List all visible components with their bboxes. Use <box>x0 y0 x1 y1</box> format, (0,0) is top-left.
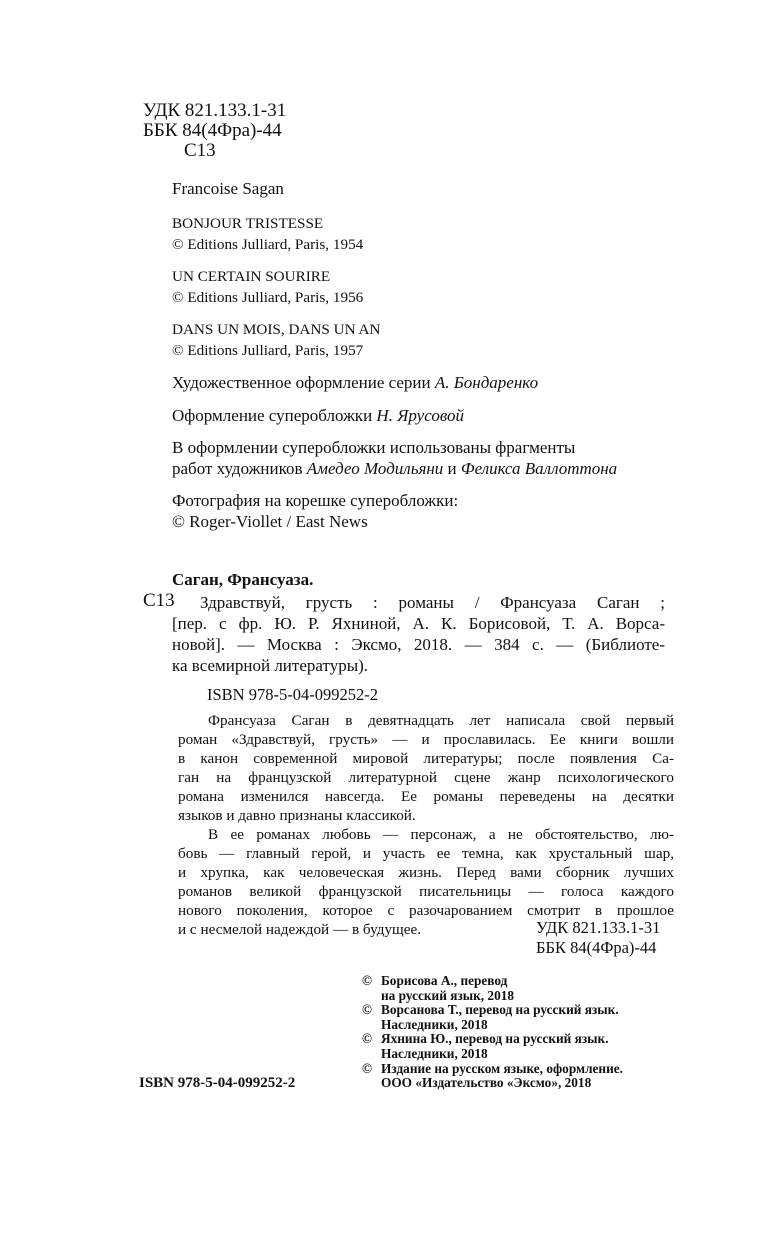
jacket-design-credit <box>172 405 464 426</box>
copyright-symbol: © <box>362 1002 372 1018</box>
copyright-symbol: © <box>362 1060 372 1076</box>
annotation-line: ган на французской литературной сцене жанр психологического <box>178 769 674 786</box>
copyright-line-2: Наследники, 2018 <box>381 1016 488 1032</box>
work-copyright: © Editions Julliard, Paris, 1956 <box>172 289 364 306</box>
annotation-udk: УДК 821.133.1-31 <box>536 918 661 937</box>
jacket-design-name: Н. Ярусовой <box>376 406 464 425</box>
footer-isbn: ISBN 978-5-04-099252-2 <box>139 1075 296 1091</box>
annotation-line: романов великой французской писательницы — голоса каждого <box>178 883 674 900</box>
annotation-bbk: ББК 84(4Фра)-44 <box>536 938 657 957</box>
copyright-entry <box>362 1032 623 1061</box>
copyright-symbol: © <box>362 973 372 988</box>
copyright-line-2: ООО «Издательство «Эксмо», 2018 <box>381 1075 592 1091</box>
classification-block <box>143 101 286 161</box>
bbk-code: ББК 84(4Фра)-44 <box>143 120 282 141</box>
series-design-label: Художественное оформление серии <box>172 373 435 392</box>
annotation-line: нового поколения, которое с разочарованием смотрит в прошлое <box>178 902 674 919</box>
catalog-isbn: ISBN 978-5-04-099252-2 <box>207 685 378 704</box>
work-title: BONJOUR TRISTESSE <box>172 215 324 232</box>
annotation-line: и с несмелой надеждой — в будущее. <box>178 921 422 938</box>
annotation-line: бовь — главный герой, и участь ее темна, как хрустальный шар, <box>178 845 674 862</box>
original-work-3 <box>172 320 380 360</box>
photo-credit-line-2: © Roger-Viollet / East News <box>172 512 368 531</box>
author-sign: С13 <box>184 140 216 161</box>
catalog-heading: Саган, Франсуаза. <box>172 570 314 589</box>
udk-code: УДК 821.133.1-31 <box>143 100 287 121</box>
copyright-line-1: Ворсанова Т., перевод на русский язык. <box>381 1002 619 1018</box>
copyright-line-1: Издание на русском языке, оформление. <box>381 1060 623 1076</box>
series-design-name: А. Бондаренко <box>434 373 539 392</box>
copyright-line-1: Яхнина Ю., перевод на русский язык. <box>381 1031 609 1047</box>
fragments-and: и <box>443 459 461 478</box>
copyright-entry <box>362 974 623 1003</box>
original-work-2 <box>172 267 363 307</box>
copyright-notices <box>362 974 623 1091</box>
original-work-1 <box>172 214 363 254</box>
catalog-line: [пер. с фр. Ю. Р. Яхниной, А. К. Борисовой, Т. А. Ворса- <box>172 614 665 633</box>
artist-vallotton: Феликса Валлоттона <box>460 459 618 478</box>
annotation-line: языков и давно признаны классикой. <box>178 807 416 824</box>
copyright-symbol: © <box>362 1031 372 1047</box>
annotation-codes <box>536 918 660 958</box>
copyright-line-1: Борисова А., перевод <box>381 973 508 988</box>
fragments-line-1: В оформлении суперобложки использованы фрагменты <box>172 438 576 457</box>
catalog-line: ка всемирной литературы). <box>172 656 369 675</box>
photo-credit <box>172 490 458 532</box>
fragments-line-2 <box>172 458 617 479</box>
copyright-line-2: Наследники, 2018 <box>381 1045 488 1061</box>
work-title: UN CERTAIN SOURIRE <box>172 268 331 285</box>
fragments-prefix: работ художников <box>172 459 307 478</box>
artist-modigliani: Амедео Модильяни <box>306 459 444 478</box>
annotation-line: в канон современной мировой литературы; после появления Са- <box>178 750 674 767</box>
copyright-line-2: на русский язык, 2018 <box>381 987 515 1003</box>
annotation-line: В ее романах любовь — персонаж, а не обстоятельство, лю- <box>208 826 674 843</box>
annotation-line: Франсуаза Саган в девятнадцать лет написала свой первый <box>208 712 674 729</box>
series-design-credit <box>172 372 538 393</box>
catalog-line: новой]. — Москва : Эксмо, 2018. — 384 с. — (Библиоте- <box>172 635 665 654</box>
jacket-design-label: Оформление суперобложки <box>172 406 377 425</box>
copyright-entry <box>362 1062 623 1091</box>
catalog-description <box>172 592 665 676</box>
annotation-line: романа изменился навсегда. Ее романы переведены на десятки <box>178 788 674 805</box>
copyright-entry <box>362 1003 623 1032</box>
catalog-sign: С13 <box>143 590 175 611</box>
annotation-line: и хрупка, как человеческая жизнь. Перед вами сборник лучших <box>178 864 674 881</box>
annotation-line: роман «Здравствуй, грусть» — и прославилась. Ее книги вошли <box>178 731 674 748</box>
original-author: Francoise Sagan <box>172 179 284 198</box>
catalog-line: Здравствуй, грусть : романы / Франсуаза Саган ; <box>200 593 665 612</box>
work-copyright: © Editions Julliard, Paris, 1954 <box>172 236 364 253</box>
work-title: DANS UN MOIS, DANS UN AN <box>172 321 381 338</box>
jacket-fragments-credit <box>172 437 617 479</box>
photo-credit-line-1: Фотография на корешке суперобложки: <box>172 491 459 510</box>
annotation <box>178 711 674 939</box>
work-copyright: © Editions Julliard, Paris, 1957 <box>172 342 364 359</box>
